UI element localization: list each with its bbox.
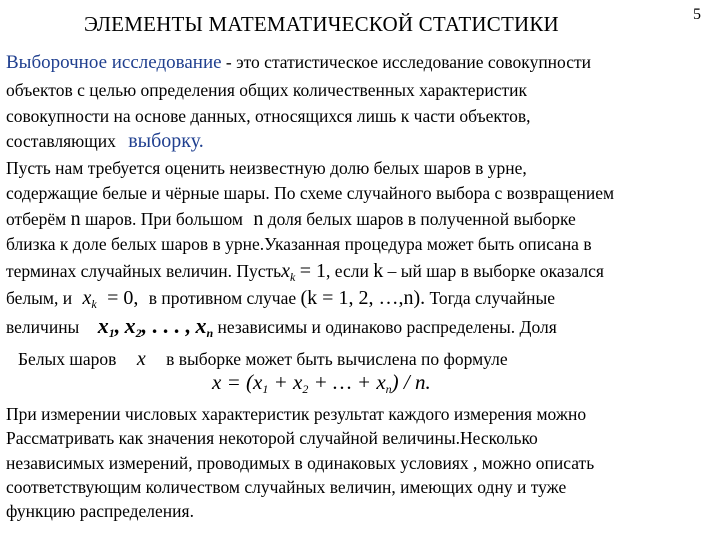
x-k-symbol: x xyxy=(281,260,291,282)
measurement-line-3: независимых измерений, проводимых в одинаковых условиях , можно описать xyxy=(6,453,595,473)
measurement-line-2: Рассматривать как значения некоторой случайной величины.Несколько xyxy=(6,428,538,448)
example-line-6 xyxy=(6,287,555,312)
k-symbol: k xyxy=(373,260,384,282)
definition-line-4-start: составляющих xyxy=(6,131,116,151)
measurement-line-4: соответствующим количеством случайных величин, имеющих одну и туже xyxy=(6,477,567,497)
n-symbol: n xyxy=(70,208,81,230)
example-line-6-a: белым, и xyxy=(6,288,73,308)
example-line-3-c: доля белых шаров в полученной выборке xyxy=(267,209,576,229)
n-symbol: n xyxy=(253,208,264,230)
definition-line-3: совокупности на основе данных, относящихся лишь к части объектов, xyxy=(6,106,531,126)
definition-line-1 xyxy=(6,52,591,74)
page-number: 5 xyxy=(693,6,701,23)
example-line-2: содержащие белые и чёрные шары. По схеме случайного выбора с возвращением xyxy=(6,183,615,203)
measurement-line-1: При измерении числовых характеристик результат каждого измерения можно xyxy=(6,404,587,424)
example-line-8-b: в выборке может быть вычислена по формуле xyxy=(166,349,508,369)
measurement-line-5: функцию распределения. xyxy=(6,501,194,521)
k-subscript: k xyxy=(290,270,296,284)
example-line-5-c: – ый шар в выборке оказался xyxy=(387,261,604,281)
example-line-7-b: независимы и одинаково распределены. Доля xyxy=(217,317,557,337)
example-line-3-b: шаров. При большом xyxy=(84,209,243,229)
definition-dash-text: - это статистическое исследование совокупности xyxy=(221,52,592,72)
example-line-3-a: отберём xyxy=(6,209,67,229)
example-line-6-c: Тогда случайные xyxy=(429,288,556,308)
random-variable-sequence: $x_1$, $x_2$, . . . , $x_n$ xyxy=(97,313,214,340)
example-line-6-b: в противном случае xyxy=(148,288,297,308)
page-title: ЭЛЕМЕНТЫ МАТЕМАТИЧЕСКОЙ СТАТИСТИКИ xyxy=(84,12,559,36)
k-subscript: k xyxy=(91,297,97,311)
example-line-7 xyxy=(6,313,557,341)
equals-zero: = 0, xyxy=(107,287,139,309)
example-line-4: близка к доле белых шаров в урне.Указанная процедура может быть описана в xyxy=(6,234,592,254)
example-line-1: Пусть нам требуется оценить неизвестную долю белых шаров в урне, xyxy=(6,158,527,178)
example-line-7-a: величины xyxy=(6,317,80,337)
example-line-5 xyxy=(6,260,604,285)
k-range: (k = 1, 2, …,n). xyxy=(300,287,426,309)
example-line-5-a: терминах случайных величин. Пусть xyxy=(6,261,282,281)
x-variable: x xyxy=(136,348,146,370)
x-k-symbol: x xyxy=(82,287,92,309)
definition-sample-term: выборку. xyxy=(128,130,204,152)
example-line-3 xyxy=(6,208,576,231)
example-line-8-a: Белых шаров xyxy=(18,349,117,369)
equals-one: = 1 xyxy=(299,260,326,282)
example-line-5-b: , если xyxy=(326,261,369,281)
definition-line-2: объектов с целью определения общих количественных характеристик xyxy=(6,80,527,100)
example-line-8 xyxy=(18,348,508,371)
definition-term: Выборочное исследование xyxy=(6,52,222,73)
definition-line-4 xyxy=(6,130,204,153)
proportion-formula: $x = (x_1 + x_2$ + … + $x_n$) / n. xyxy=(212,370,431,396)
